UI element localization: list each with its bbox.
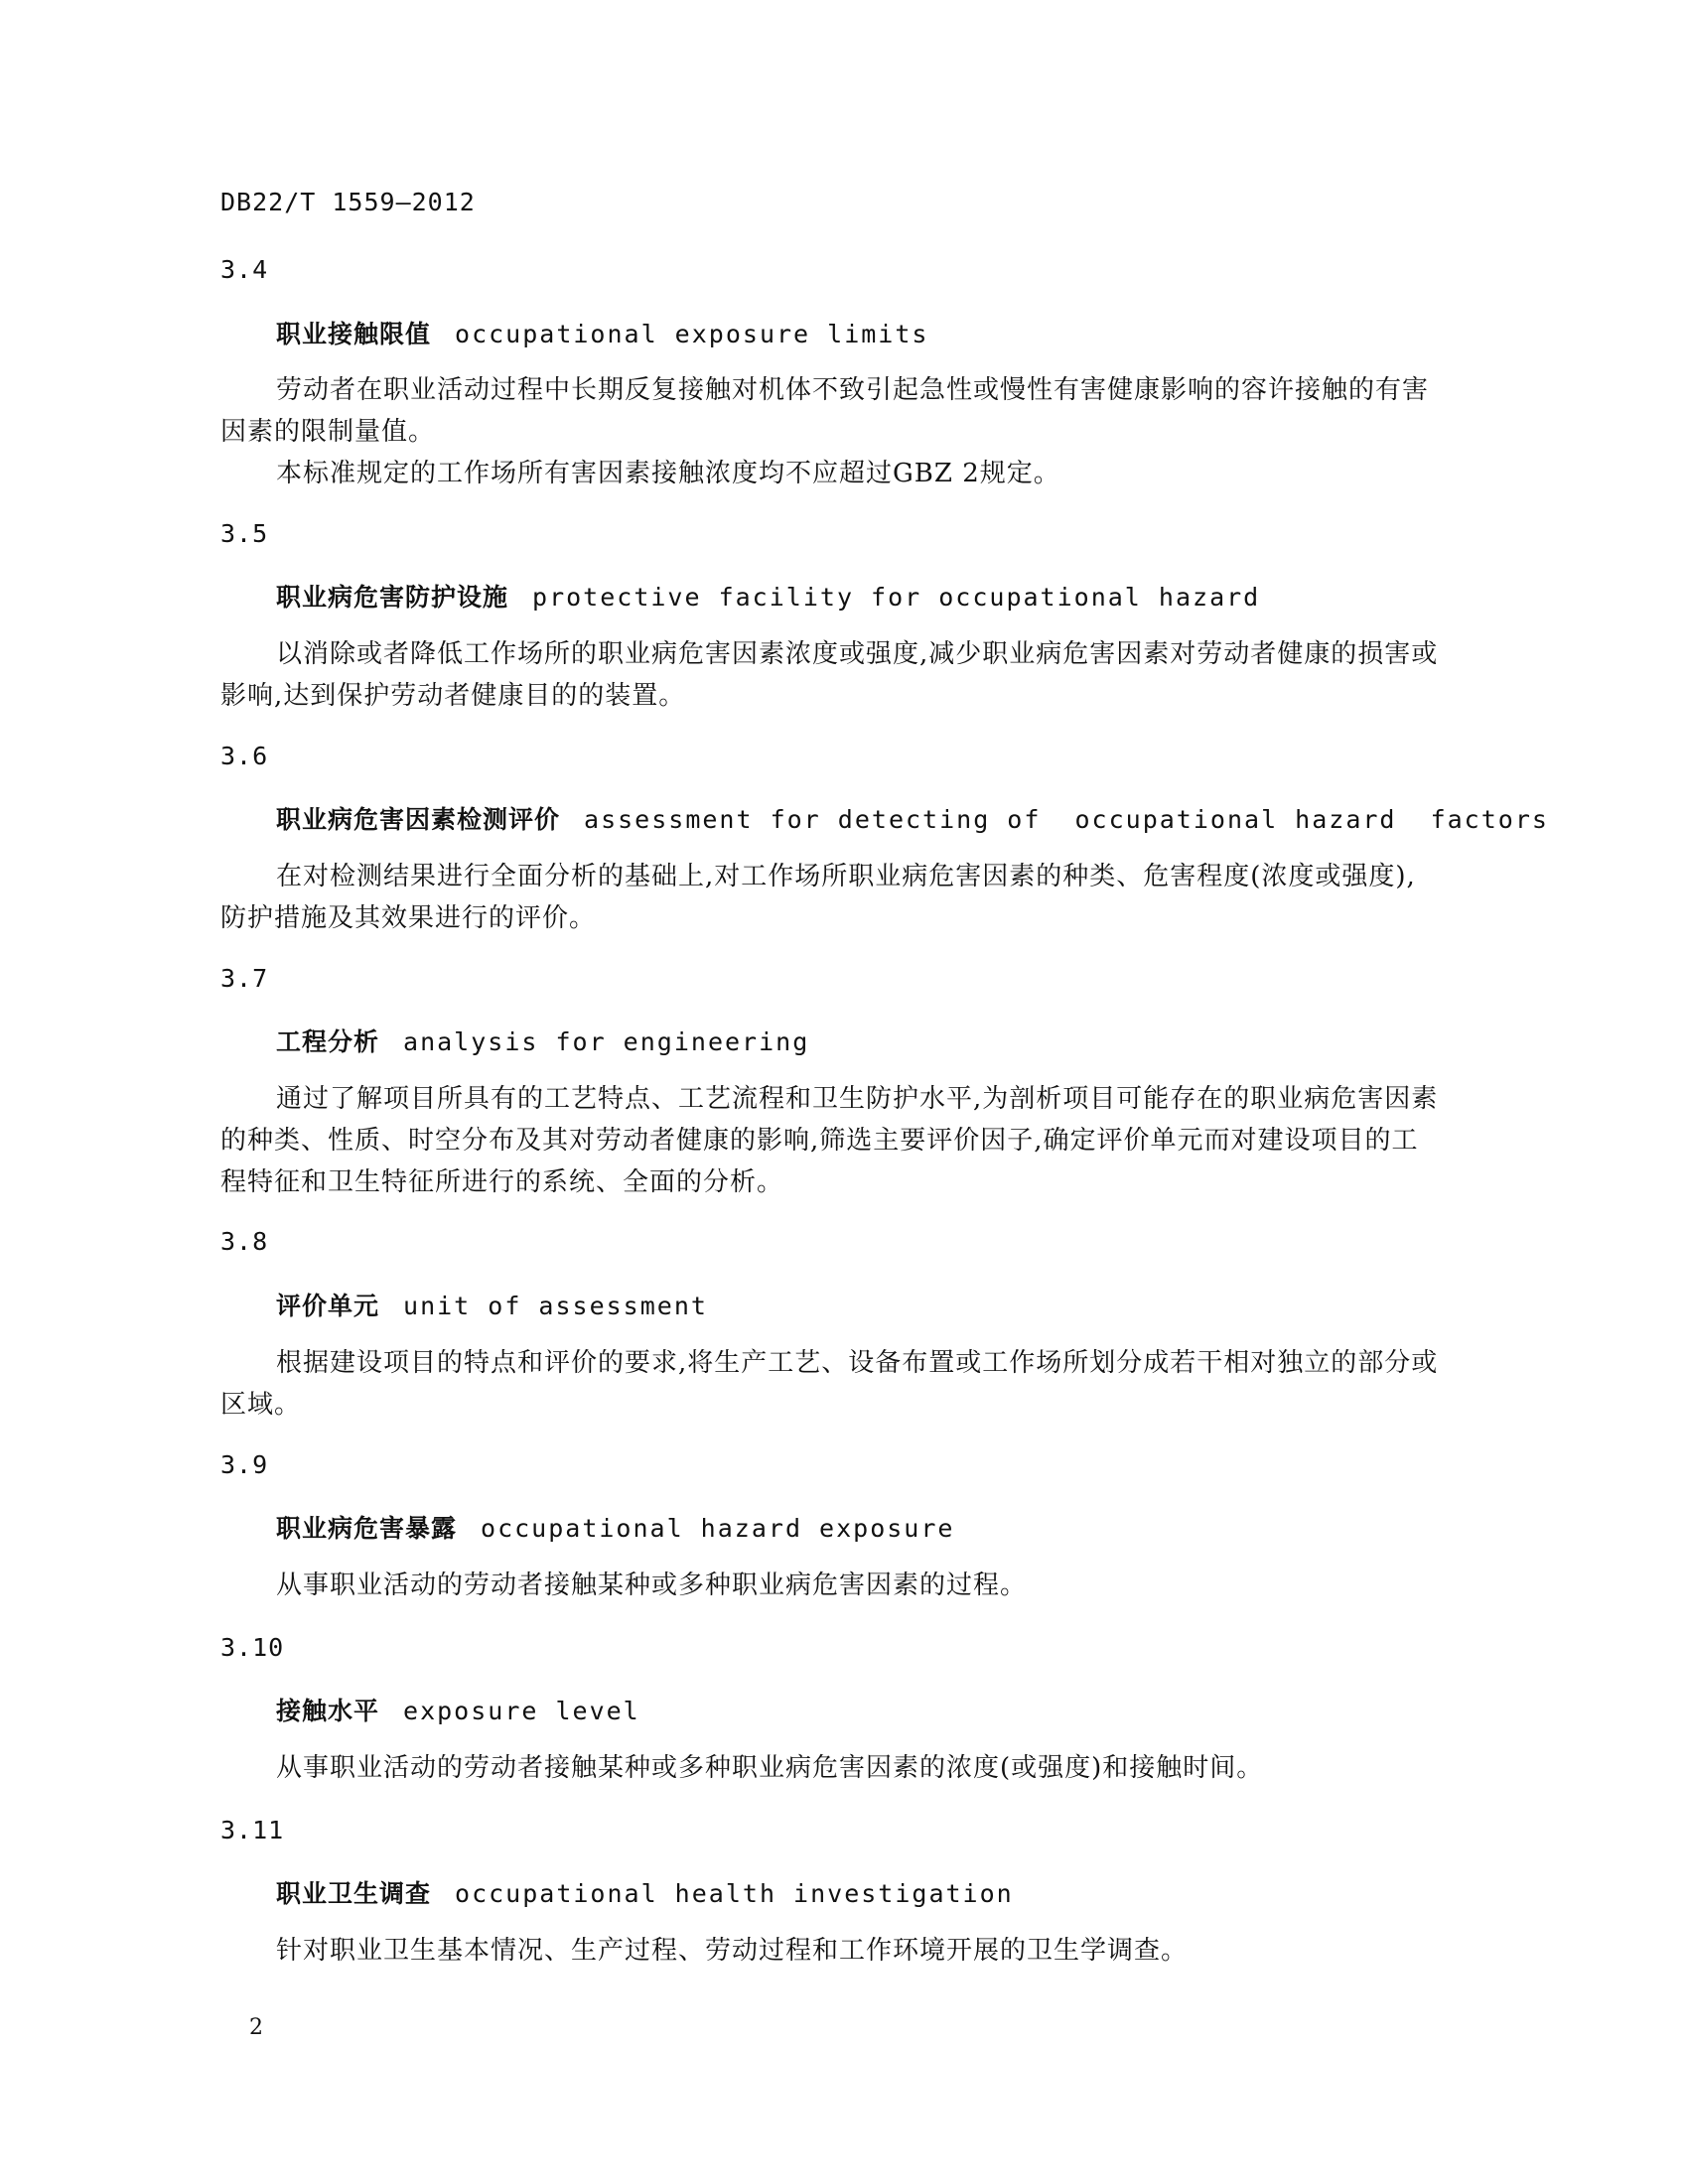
definition-paragraph: 劳动者在职业活动过程中长期反复接触对机体不致引起急性或慢性有害健康影响的容许接触的有害因素的限制量值。 bbox=[220, 375, 1430, 447]
clause-number: 3.6 bbox=[220, 742, 269, 770]
term-zh: 职业接触限值 bbox=[276, 320, 432, 348]
definition-paragraph: 本标准规定的工作场所有害因素接触浓度均不应超过GBZ 2规定。 bbox=[276, 459, 1060, 488]
definition bbox=[220, 856, 1440, 939]
term-en: occupational health investigation bbox=[455, 1879, 1014, 1908]
definition bbox=[220, 1565, 1440, 1606]
definition-paragraph: 以消除或者降低工作场所的职业病危害因素浓度或强度,减少职业病危害因素对劳动者健康的损害或影响,达到保护劳动者健康目的的装置。 bbox=[220, 639, 1439, 711]
definition-paragraph: 从事职业活动的劳动者接触某种或多种职业病危害因素的过程。 bbox=[276, 1570, 1028, 1600]
term-zh: 职业病危害因素检测评价 bbox=[276, 805, 561, 834]
clause-number: 3.11 bbox=[220, 1816, 285, 1844]
term-en: unit of assessment bbox=[403, 1292, 708, 1320]
definition-paragraph: 根据建设项目的特点和评价的要求,将生产工艺、设备布置或工作场所划分成若干相对独立的部分或区域。 bbox=[220, 1348, 1439, 1420]
term-zh: 工程分析 bbox=[276, 1027, 380, 1056]
term-en: protective facility for occupational hazard bbox=[532, 583, 1261, 612]
term-heading bbox=[276, 1874, 1014, 1910]
term-heading bbox=[276, 578, 1260, 614]
term-heading bbox=[276, 1023, 809, 1058]
page-number: 2 bbox=[249, 2015, 263, 2040]
term-zh: 职业病危害防护设施 bbox=[276, 583, 509, 612]
definition bbox=[220, 369, 1440, 494]
clause-number: 3.10 bbox=[220, 1633, 285, 1662]
term-en: exposure level bbox=[403, 1697, 640, 1725]
definition bbox=[220, 1078, 1440, 1203]
definition-paragraph: 通过了解项目所具有的工艺特点、工艺流程和卫生防护水平,为剖析项目可能存在的职业病危害因素的种类、性质、时空分布及其对劳动者健康的影响,筛选主要评价因子,确定评价单元而对建设项目的工程特征和卫生特征所进行的系统、全面的分析。 bbox=[220, 1084, 1439, 1197]
term-zh: 评价单元 bbox=[276, 1292, 380, 1320]
term-en: assessment for detecting of occupational hazard factors bbox=[584, 805, 1549, 834]
term-heading bbox=[276, 1509, 954, 1545]
term-heading bbox=[276, 1692, 640, 1727]
term-heading bbox=[276, 315, 928, 350]
definition bbox=[220, 1747, 1440, 1789]
term-en: occupational exposure limits bbox=[455, 320, 929, 348]
clause-number: 3.8 bbox=[220, 1227, 269, 1256]
term-zh: 接触水平 bbox=[276, 1697, 380, 1725]
standard-code-header: DB22/T 1559—2012 bbox=[220, 188, 476, 216]
definition bbox=[220, 633, 1440, 717]
clause-number: 3.7 bbox=[220, 964, 269, 993]
clause-number: 3.5 bbox=[220, 519, 269, 548]
clause-number: 3.4 bbox=[220, 255, 269, 284]
definition bbox=[220, 1930, 1440, 1972]
definition-paragraph: 从事职业活动的劳动者接触某种或多种职业病危害因素的浓度(或强度)和接触时间。 bbox=[276, 1753, 1264, 1783]
definition-paragraph: 针对职业卫生基本情况、生产过程、劳动过程和工作环境开展的卫生学调查。 bbox=[276, 1936, 1189, 1966]
clause-number: 3.9 bbox=[220, 1450, 269, 1479]
definition bbox=[220, 1342, 1440, 1426]
term-en: analysis for engineering bbox=[403, 1027, 810, 1056]
term-en: occupational hazard exposure bbox=[481, 1514, 955, 1543]
term-zh: 职业病危害暴露 bbox=[276, 1514, 458, 1543]
definition-paragraph: 在对检测结果进行全面分析的基础上,对工作场所职业病危害因素的种类、危害程度(浓度或强度),防护措施及其效果进行的评价。 bbox=[220, 862, 1416, 933]
term-zh: 职业卫生调查 bbox=[276, 1879, 432, 1908]
term-heading bbox=[276, 800, 1549, 836]
term-heading bbox=[276, 1287, 708, 1322]
